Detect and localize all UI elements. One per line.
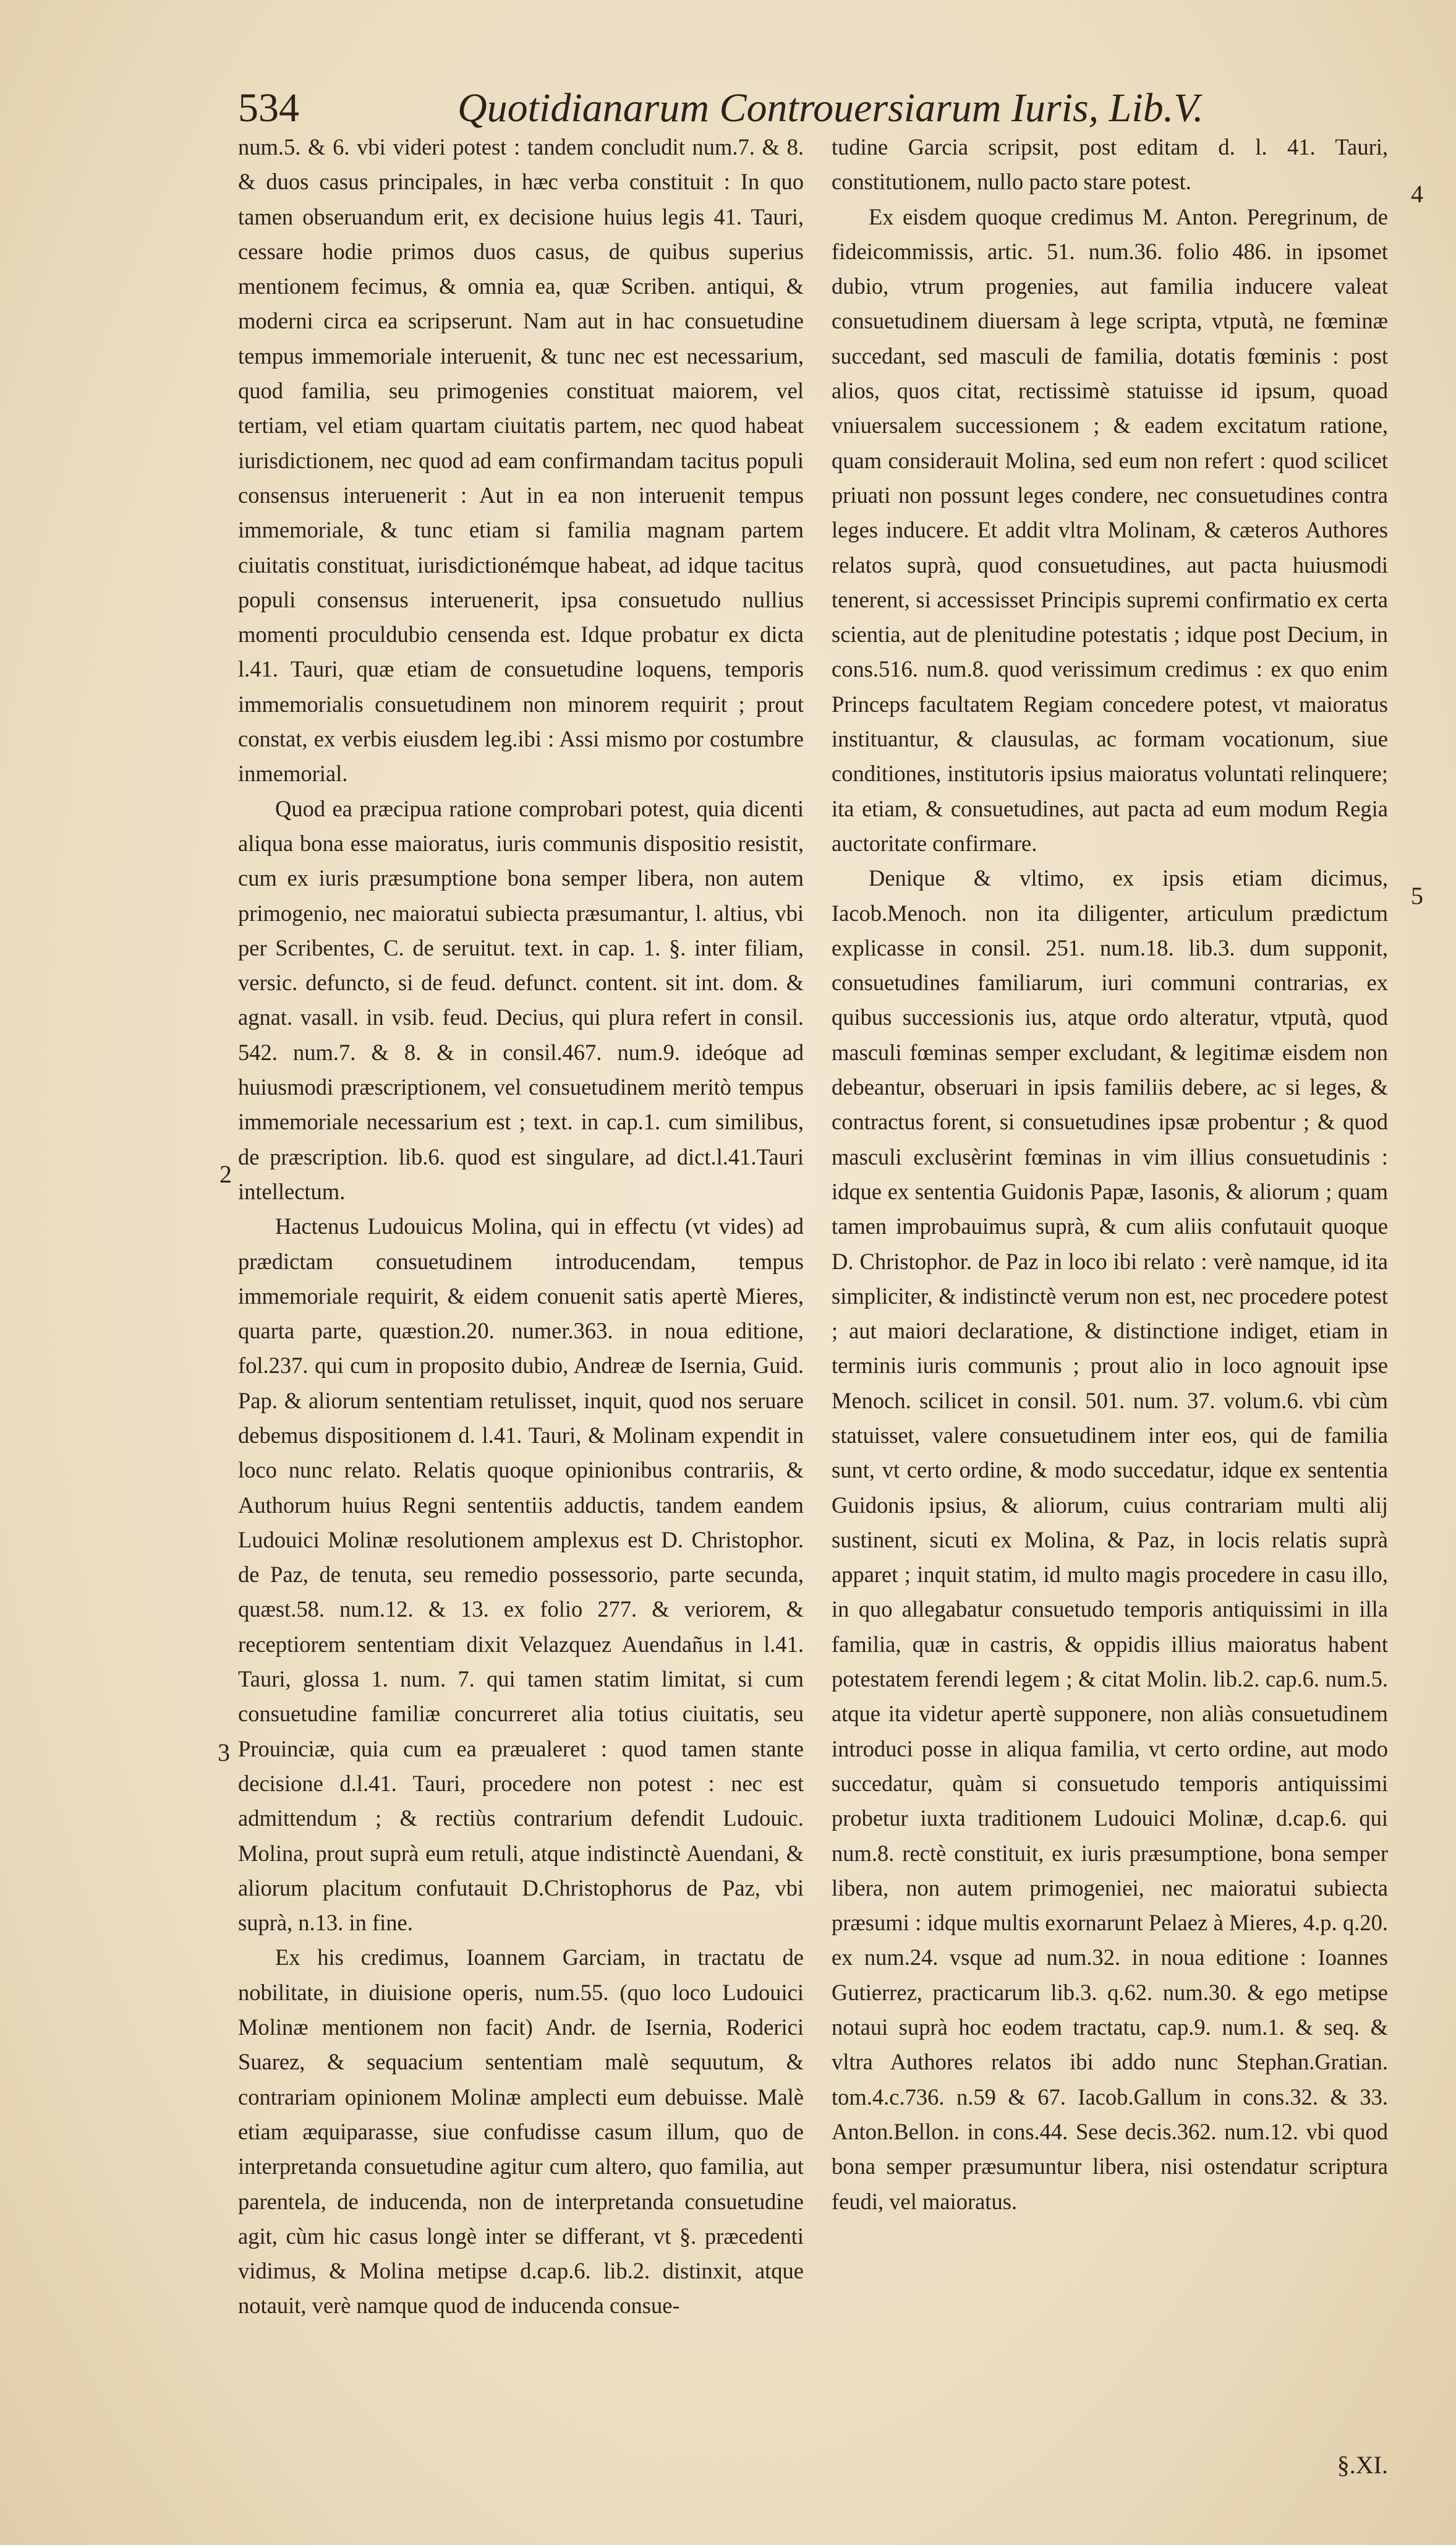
page-number: 534 (238, 85, 299, 130)
paragraph: Ex his credimus, Ioannem Garciam, in tractatu de nobilitate, in diuisione operis, num.55. (quo loco Ludouici Molinæ mentionem non facit) Andr. de Isernia, Roderici Suarez, & sequacium sententiam malè sequutum, & contrariam opinionem Molinæ amplecti eum debuisse. Malè etiam æquiparasse, siue confudisse casum illum, quo de interpretanda consuetudine agitur cum altero, quo familia, aut parentela, de inducenda, non de interpretanda consuetudine agit, cùm hic casus longè inter se differant, vt §. præcedenti vidimus, & Molina metipse d.cap.6. lib.2. distinxit, atque notauit, verè namque quod de inducenda consue- (238, 1944, 804, 2319)
paragraph: Ex eisdem quoque credimus M. Anton. Peregrinum, de fideicommissis, artic. 51. num.36. folio 486. in ipsomet dubio, vtrum progenies, aut familia inducere valeat consuetudinem diuersam à lege scripta, vtputà, ne fœminæ succedant, sed masculi de familia, dotatis fœminis : post alios, quos citat, rectissimè statuisse id ipsum, quoad vniuersalem successionem ; & eadem excitatum ratione, quam considerauit Molina, sed eum non refert : quod scilicet priuati non possunt leges condere, nec consuetudines contra leges inducere. Et addit vltra Molinam, & cæteros Authores relatos suprà, quod consuetudines, aut pacta huiusmodi tenerent, si accessisset Principis supremi confirmatio ex certa scientia, aut de plenitudine potestatis ; idque post Decium, in cons.516. num.8. quod verissimum credimus : ex quo enim Princeps facultatem Regiam concedere potest, vt maioratus instituantur, & clausulas, ac formam vocationum, siue conditiones, institutoris ipsius maioratus voluntati relinquere; ita etiam, & consuetudines, aut pacta ad eum modum Regia auctoritate confirmare. (832, 203, 1388, 856)
margin-number: 3 (218, 1739, 230, 1766)
margin-number: 5 (1411, 882, 1423, 910)
margin-number: 2 (219, 1160, 232, 1188)
paragraph: Hactenus Ludouicus Molina, qui in effectu (vt vides) ad prædictam consuetudinem introducendam, tempus immemoriale requirit, & eidem conuenit satis apertè Mieres, quarta parte, quæstion.20. numer.363. in noua editione, fol.237. qui cum in proposito dubio, Andreæ de Isernia, Guid. Pap. & aliorum sententiam retulisset, inquit, quod nos seruare debemus dispositionem d. l.41. Tauri, & Molinam expendit in loco nunc relato. Relatis quoque opinionibus contrariis, & Authorum huius Regni sententiis adductis, tandem eandem Ludouici Molinæ resolutionem amplexus est D. Christophor. de Paz, de tenuta, seu remedio possessorio, parte secunda, quæst.58. num.12. & 13. ex folio 277. & veriorem, & receptiorem sententiam dixit Velazquez Auendañus in l.41. Tauri, glossa 1. num. 7. qui tamen statim limitat, si cum consuetudine familiæ concurreret alia totius ciuitatis, seu Prouinciæ, quia cum ea præualeret : quod tamen stante decisione d.l.41. Tauri, procedere non potest : nec est admittendum ; & rectiùs contrarium defendit Ludouic. Molina, prout suprà eum retuli, atque indistinctè Auendani, & aliorum placitum confutauit D.Christophorus de Paz, vbi suprà, n.13. in fine. (238, 1213, 804, 1936)
paragraph: num.5. & 6. vbi videri potest : tandem concludit num.7. & 8. & duos casus principales, in hæc verba constituit : In quo tamen obseruandum erit, ex decisione huius legis 41. Tauri, cessare hodie primos duos casus, de quibus superius mentionem fecimus, & omnia ea, quæ Scriben. antiqui, & moderni circa ea scripserunt. Nam aut in hac consuetudine tempus immemoriale interuenit, & tunc nec est necessarium, quod familia, seu primogenies constituat maiorem, vel tertiam, vel etiam quartam ciuitatis partem, nec quod habeat iurisdictionem, nec quod ad eam confirmandam tacitus populi consensus interuenerit : Aut in ea non interuenit tempus immemoriale, & tunc etiam si familia magnam partem ciuitatis constituat, iurisdictionémque habeat, ad idque tacitus populi consensus interuenerit, ipsa consuetudo nullius momenti proculdubio censenda est. Idque probatur ex dicta l.41. Tauri, quæ etiam de consuetudine loquens, temporis immemorialis consuetudinem non minorem requirit ; prout constat, ex verbis eiusdem leg.ibi : Assi mismo por costumbre inmemorial. (238, 134, 804, 787)
paragraph: Quod ea præcipua ratione comprobari potest, quia dicenti aliqua bona esse maioratus, iuris communis dispositio resistit, cum ex iuris præsumptione bona semper libera, non autem primogenio, nec maioratui subiecta præsumantur, l. altius, vbi per Scribentes, C. de seruitut. text. in cap. 1. §. inter filiam, versic. defuncto, si de feud. defunct. content. sit int. dom. & agnat. vasall. in vsib. feud. Decius, qui plura refert in consil. 542. num.7. & 8. & in consil.467. num.9. ideóque ad huiusmodi præscriptionem, vel consuetudinem meritò tempus immemoriale necessarium est ; text. in cap.1. cum similibus, de præscription. lib.6. quod est singulare, ad dict.l.41.Tauri intellectum. (238, 795, 804, 1204)
running-title: Quotidianarum Controuersiarum Iuris, Lib.V. (458, 85, 1204, 130)
margin-number: 4 (1411, 180, 1423, 208)
paragraph: Denique & vltimo, ex ipsis etiam dicimus, Iacob.Menoch. non ita diligenter, articulum prædictum explicasse in consil. 251. num.18. lib.3. dum supponit, consuetudines familiarum, iuri communi contrarias, ex quibus successionis ius, atque ordo alteratur, vtputà, quod masculi fœminas semper excludant, & legitimæ eisdem non debeantur, obseruari in ipsis familiis debere, ac si leges, & contractus forent, si consuetudines ipsæ probentur ; & quod masculi exclusèrint fœminas in vim illius consuetudinis : idque ex sententia Guidonis Papæ, Iasonis, & aliorum ; quam tamen improbauimus suprà, & cum aliis confutauit quoque D. Christophor. de Paz in loco ibi relato : verè namque, id ita simpliciter, & indistinctè verum non est, nec procedere potest ; aut maiori declaratione, & distinctione indiget, etiam in terminis iuris communis ; prout alio in loco agnouit ipse Menoch. scilicet in consil. 501. num. 37. volum.6. vbi cùm statuisset, valere consuetudinem inter eos, qui de familia sunt, vt certo ordine, & modo succedatur, idque ex sententia Guidonis ipsius, & aliorum, cuius contrariam multi alij sustinent, sicuti ex Molina, & Paz, in locis relatis suprà apparet ; inquit statim, id multo magis procedere in casu illo, in quo allegabatur consuetudo temporis antiquissimi in illa familia, quæ in castris, & oppidis illius maioratus habent potestatem ferendi legem ; & citat Molin. lib.2. cap.6. num.5. atque ita videtur apertè supponere, non aliàs consuetudinem introduci posse in aliqua familia, vt certo ordine, aut modo succedatur, quàm si consuetudo temporis antiquissimi probetur iuxta traditionem Ludouici Molinæ, d.cap.6. qui num.8. rectè constituit, ex iuris præsumptione, bona semper libera, non autem primogeniei, nec maioratui subiecta præsumi : idque multis exornarunt Pelaez à Mieres, 4.p. q.20. ex num.24. vsque ad num.32. in noua editione : Ioannes Gutierrez, practicarum lib.3. q.62. num.30. & ego metipse notaui suprà hoc eodem tractatu, cap.9. num.1. & seq. & vltra Authores relatos ibi addo nunc Stephan.Gratian. tom.4.c.736. n.59 & 67. Iacob.Gallum in cons.32. & 33. Anton.Bellon. in cons.44. Sese decis.362. num.12. vbi quod bona semper præsumuntur libera, nisi ostendatur scriptura feudi, vel maioratus. (832, 865, 1388, 2214)
right-column (832, 130, 1388, 2219)
left-column (238, 130, 804, 2324)
signature-mark: §.XI. (1337, 2451, 1388, 2479)
paragraph: tudine Garcia scripsit, post editam d. l. 41. Tauri, constitutionem, nullo pacto stare potest. (832, 134, 1388, 195)
